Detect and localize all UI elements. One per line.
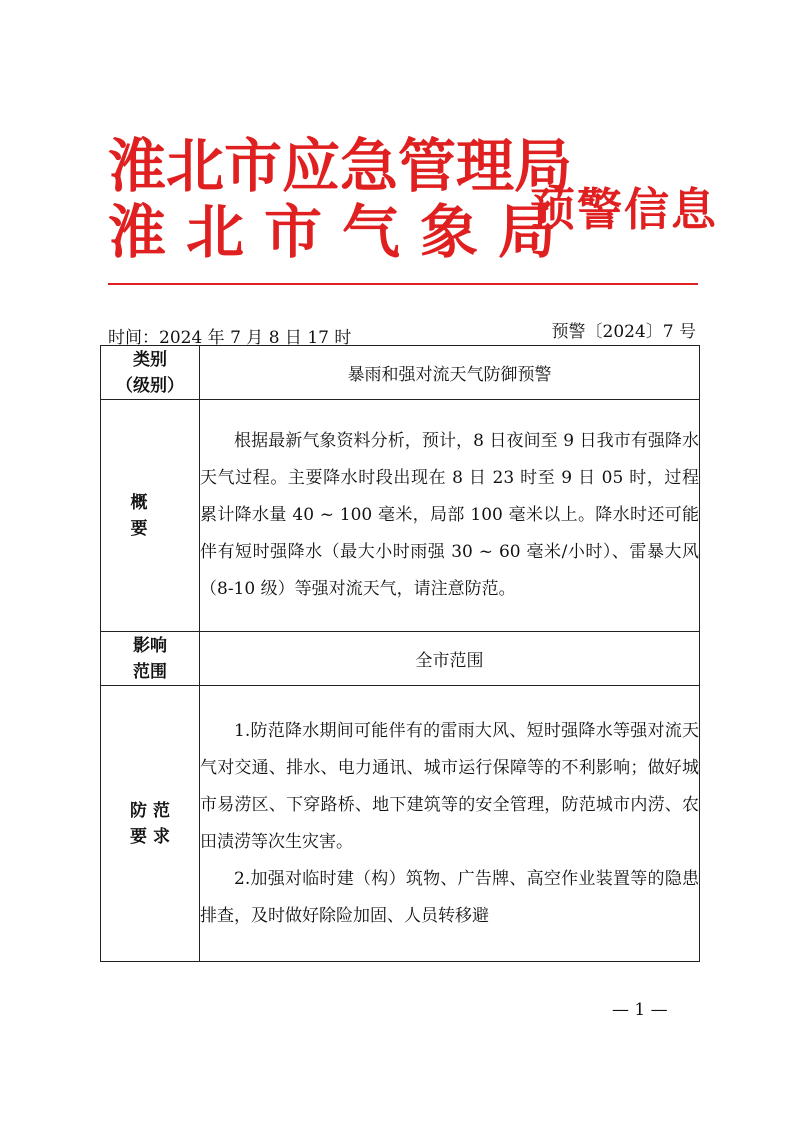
requirements-label [101, 686, 200, 962]
document-number: 预警〔2024〕7 号 [551, 322, 696, 342]
scope-label-line-2: 范围 [133, 661, 167, 682]
summary-label [101, 400, 200, 632]
org-emergency-bureau: 淮北市应急管理局 [108, 132, 573, 200]
requirements-cell [200, 686, 700, 962]
document-header [108, 132, 719, 283]
requirements-label-line-2: 要 求 [130, 826, 170, 847]
row-summary [101, 400, 700, 632]
requirement-item-1: 1.防范降水期间可能伴有的雷雨大风、短时强降水等强对流天气对交通、排水、电力通讯、城市运行保障等的不利影响；做好城市易涝区、下穿路桥、地下建筑等的安全管理，防范城市内涝、农田渍涝等次生灾害。 [200, 720, 699, 852]
summary-cell [200, 400, 700, 632]
category-value: 暴雨和强对流天气防御预警 [200, 346, 700, 400]
org-meteorological-bureau: 淮北市气象局 [108, 198, 577, 266]
scope-value: 全市范围 [200, 632, 700, 686]
red-divider [108, 283, 698, 285]
page-number: — 1 — [612, 1000, 668, 1020]
category-label-line-2: （级别） [116, 375, 184, 396]
summary-label-text: 概 要 [130, 492, 170, 539]
issuing-organizations [108, 132, 577, 266]
row-requirements [101, 686, 700, 962]
scope-label [101, 632, 200, 686]
meta-row [108, 317, 696, 347]
requirements-label-line-1: 防 范 [130, 800, 170, 821]
summary-text: 根据最新气象资料分析，预计，8 日夜间至 9 日我市有强降水天气过程。主要降水时段出现在 8 日 23 时至 9 日 05 时，过程累计降水量 40 ~ 100 毫米，局部 100 毫米以上。降水时还可能伴有短时强降水（最大小时雨强 30 ~ 60 毫米/小时）、雷暴大风（8-10 级）等强对流天气，请注意防范。 [200, 431, 699, 599]
row-category [101, 346, 700, 400]
requirement-item-2: 2.加强对临时建（构）筑物、广告牌、高空作业装置等的隐患排查，及时做好除险加固、人员转移避 [200, 868, 699, 926]
category-label-line-1: 类别 [133, 349, 167, 370]
warning-table [100, 345, 700, 962]
scope-label-line-1: 影响 [133, 635, 167, 656]
category-label [101, 346, 200, 400]
issue-time: 时间：2024 年 7 月 8 日 17 时 [108, 328, 352, 348]
document-type-title: 预警信息 [530, 183, 719, 236]
row-scope [101, 632, 700, 686]
